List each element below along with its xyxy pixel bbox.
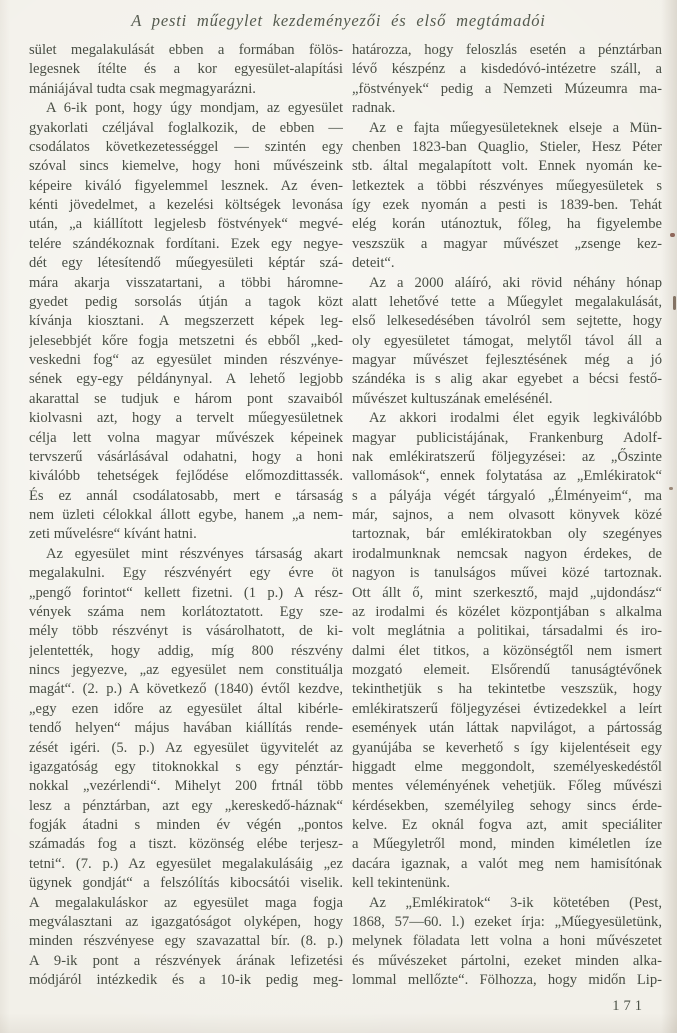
text-line: gyedet pedig sorsolás útján a tagok közt <box>29 293 343 310</box>
text-line: „föstvények“ pedig a Nemzeti Múzeumra ma- <box>352 80 662 97</box>
text-line: s a pályája végét tárgyaló „Élményeim“, ma <box>352 487 662 504</box>
text-line: Az a 2000 aláíró, aki rövid néhány hónap <box>369 274 662 291</box>
text-line: alatt lehetővé tette a Műegylet megalakulását, <box>352 293 662 310</box>
page-number: 171 <box>612 998 646 1014</box>
text-line: letkeztek a többi részvényes műegyesületek s <box>352 177 662 194</box>
text-line: gyakorlati czéljával foglalkozik, de ebben — <box>29 119 343 136</box>
text-line: gyanújába se keverhető s így kijelentéseit egy <box>352 739 662 756</box>
text-line: zeti művelésre“ kívánt hatni. <box>29 526 197 543</box>
text-line: magyar művészet fejlesztésének még a jó <box>352 352 662 368</box>
text-column-right <box>352 41 662 990</box>
text-line: „egy ezen időre az egyesület által kibérle- <box>29 700 343 717</box>
text-line: vallomások“, ennek folytatása az „Emlékiratok“ <box>352 468 662 485</box>
text-line: Az e fajta műegyesületeknek elseje a Mün- <box>369 119 662 136</box>
text-line: oly egyesületet támogat, melytől távol áll a <box>352 332 662 349</box>
text-line: megalakulni. Egy részvényért egy évre öt <box>29 565 343 582</box>
text-line: A 9-ik pont a részvények árának lefizetési <box>29 952 343 969</box>
text-line: Az „Emlékiratok“ 3-ik kötetében (Pest, <box>369 894 662 911</box>
text-line: deteit“. <box>352 255 395 272</box>
text-line: Ott állt ő, mint szerkesztő, majd „ujdondász“ <box>352 584 662 601</box>
text-line: tendő helyen“ május havában kiállítás rende- <box>29 720 343 737</box>
text-line: melynek föladata lett volna a honi művészetet <box>352 933 662 950</box>
text-line: vények száma nem korlátoztatott. Egy sze- <box>29 603 343 620</box>
text-line: jelentették, hogy addig, míg 800 részvény <box>29 642 343 659</box>
text-line: akarattal se tudjuk e három pont szavaiból <box>29 390 343 407</box>
text-line: után, „a kiállított legjelesb föstvények“ megvé- <box>29 216 343 233</box>
text-line: kelve. Ez oknál fogva azt, amit speciáliter <box>352 817 662 833</box>
text-line: már, sajnos, a nem olvasott könyvek közé <box>352 507 662 523</box>
text-line: emlékiratszerű följegyzései évtizedekkel a leírt <box>352 700 662 717</box>
text-line: A megalakuláskor az egyesület maga fogja <box>29 894 343 911</box>
text-line: telére szándékoznak fordítani. Ezek egy negye- <box>29 235 343 252</box>
text-line: minden részvényese egy szavazattal bír. (8. p.) <box>29 933 343 950</box>
text-line: események után láttak napvilágot, a pártosság <box>352 720 662 737</box>
text-line: az irodalmi és közélet központjában s alkalma <box>352 603 662 620</box>
text-line: higgadt elme meggondolt, személyeskedéstől <box>352 758 662 775</box>
text-line: dét egy létesítendő műegyesületi képtár szá- <box>29 255 343 272</box>
text-line: kiválóbb tehetségek fejlődése előmozdittassék. <box>29 468 343 485</box>
text-line: magyar publicistájának, Frankenburg Adolf- <box>352 429 662 446</box>
text-line: ügynek gondját“ a felszólítás kibocsátói viselik. <box>29 875 343 892</box>
text-line: kérdésekben, személyileg sehogy sincs érde- <box>352 797 662 814</box>
scan-speck <box>673 296 676 310</box>
text-line: dalmi élet titkos, a közönségtől nem ismert <box>352 642 662 659</box>
text-line: 1868, 57—60. l.) ezeket írja: „Műegyesületünk, <box>352 913 662 930</box>
text-line: megválasztani az igazgatóságot olyképen, hogy <box>29 913 343 930</box>
text-line: művészet kultuszának emelésénél. <box>352 390 553 407</box>
text-line: kénti jövedelmet, a kezelési költségek levonása <box>29 197 343 213</box>
text-line: dacára igaznak, a valót meg nem hamisítónak <box>352 855 662 872</box>
text-line: veskedni fog“ az egyesület minden részvénye- <box>29 352 343 368</box>
text-line: és művészeket pártolni, ezeket minden alka- <box>352 952 662 969</box>
text-line: tekinthetjük s ha tekintetbe veszszük, hogy <box>352 681 662 698</box>
text-line: szóval sincs kiemelve, hogy honi művészeink <box>29 158 343 175</box>
text-line: igazgatóság egy titoknokkal s egy pénztár- <box>29 758 343 775</box>
scan-speck <box>669 487 673 490</box>
text-line: mély több részvényt is vásárolhatott, de ki- <box>29 623 343 640</box>
text-line: mentes véleményének vehetjük. Főleg művészi <box>352 778 662 795</box>
text-line: nokkal „vezérlendi“. Mihelyt 200 frtnál több <box>29 778 343 795</box>
text-line: kell tekintenünk. <box>352 875 451 892</box>
text-line: első lelkesedésében távolról sem sejtette, hogy <box>352 313 662 330</box>
text-line: szándéka is s alig akar egyebet a bécsi festő- <box>352 371 662 388</box>
running-head-title: A pesti műegylet kezdeményezői és első megtámadói <box>131 11 546 30</box>
text-line: irodalmunknak nemcsak nagyon érdekes, de <box>352 545 662 562</box>
text-line: nagyon is tanulságos művei közé tartoznak. <box>352 565 662 582</box>
text-line: módjáról intézkedik és a 10-ik pedig meg- <box>29 972 343 988</box>
text-line: radnak. <box>352 100 396 117</box>
text-line: sület megalakulását ebben a formában fölös- <box>29 42 343 58</box>
text-line: „pengő forintot“ kellett fizetni. (1 p.) A rész- <box>29 584 343 601</box>
text-line: mozgató elemeit. Elsőrendű tanuságtévőnek <box>352 662 662 678</box>
text-line: nincs jegyezve, „az egyesület nem constituálja <box>29 662 343 678</box>
text-line: mára akarja visszatartani, a többi háromne- <box>29 274 343 291</box>
text-line: nak emlékiratszerű följegyzései: az „Őszinte <box>352 448 662 465</box>
text-line: mániájával tudta csak megmagyarázni. <box>29 80 256 97</box>
text-line: határozza, hogy feloszlás esetén a pénztárban <box>352 42 662 58</box>
text-line: zését igéri. (5. p.) Az egyesület ügyvitelét az <box>29 739 343 756</box>
text-line: Az akkori irodalmi élet egyik legkiválóbb <box>369 410 662 427</box>
text-line: a Műegyletről mond, minden kiméletlen íze <box>352 836 662 853</box>
text-line: magát“. (2. p.) A következő (1840) évtől kezdve, <box>29 681 343 698</box>
text-line: chenben 1823-ban Quaglio, Stieler, Hesz Péter <box>352 138 662 155</box>
text-line: csodálatos következetességgel — szintén egy <box>29 138 343 155</box>
text-line: sének egy-egy példánynyal. A lehető legjobb <box>29 371 343 388</box>
text-line: jelesebbjét kőre fogja metszetni és ebből „ked- <box>29 332 343 349</box>
text-line: számadás fog a tiszt. közönség elébe terjesz- <box>29 836 343 853</box>
text-line: kiolvasni azt, hogy a tervelt műegyesületnek <box>29 410 343 427</box>
text-line: lévő készpénz a kisdedóvó-intézetre száll, a <box>352 61 662 78</box>
scan-speck <box>670 233 675 237</box>
text-line: tetni“. (7. p.) Az egyesület megalakulásáig „ez <box>29 855 343 872</box>
text-line: volt meglátnia a politikai, társadalmi és iro- <box>352 623 662 640</box>
text-line: így ezek nyomán a pesti is 1839-ben. Tehát <box>352 197 662 213</box>
text-line: nem üzleti célokkal állott egybe, hanem „a nem- <box>29 507 343 523</box>
text-line: képeire kiváló figyelemmel lesznek. Az éven- <box>29 177 343 194</box>
text-line: fogják átadni s minden év végén „pontos <box>29 817 343 833</box>
text-line: lommal mellőzte“. Fölhozza, hogy midőn Lip- <box>352 972 662 988</box>
text-line: elég korán utánoztuk, főleg, ha figyelembe <box>352 216 662 233</box>
text-line: Az egyesület mint részvényes társaság akart <box>46 545 343 562</box>
text-line: tartoznak, bár emlékiratokban oly szegényes <box>352 526 662 543</box>
text-column-left <box>29 41 343 990</box>
text-line: stb. által megalapított volt. Ennek nyomán ke- <box>352 158 662 175</box>
text-line: célja lett volna magyar művészek képeinek <box>29 429 343 446</box>
text-line: legesnek ítélte és a kor egyesület-alapítási <box>29 61 343 78</box>
text-line: veszszük a magyar művészet „zsenge kez- <box>352 235 662 252</box>
text-line: kívánja kiosztani. A megszerzett képek leg- <box>29 313 343 330</box>
text-line: És ez annál csodálatosabb, mert e társaság <box>29 487 343 504</box>
text-line: tervszerű vásárlásával odahatni, hogy a honi <box>29 448 343 465</box>
text-line: lesz a pénztárban, azt egy „kereskedő-háznak“ <box>29 797 343 814</box>
text-line: A 6-ik pont, hogy úgy mondjam, az egyesület <box>46 100 343 117</box>
